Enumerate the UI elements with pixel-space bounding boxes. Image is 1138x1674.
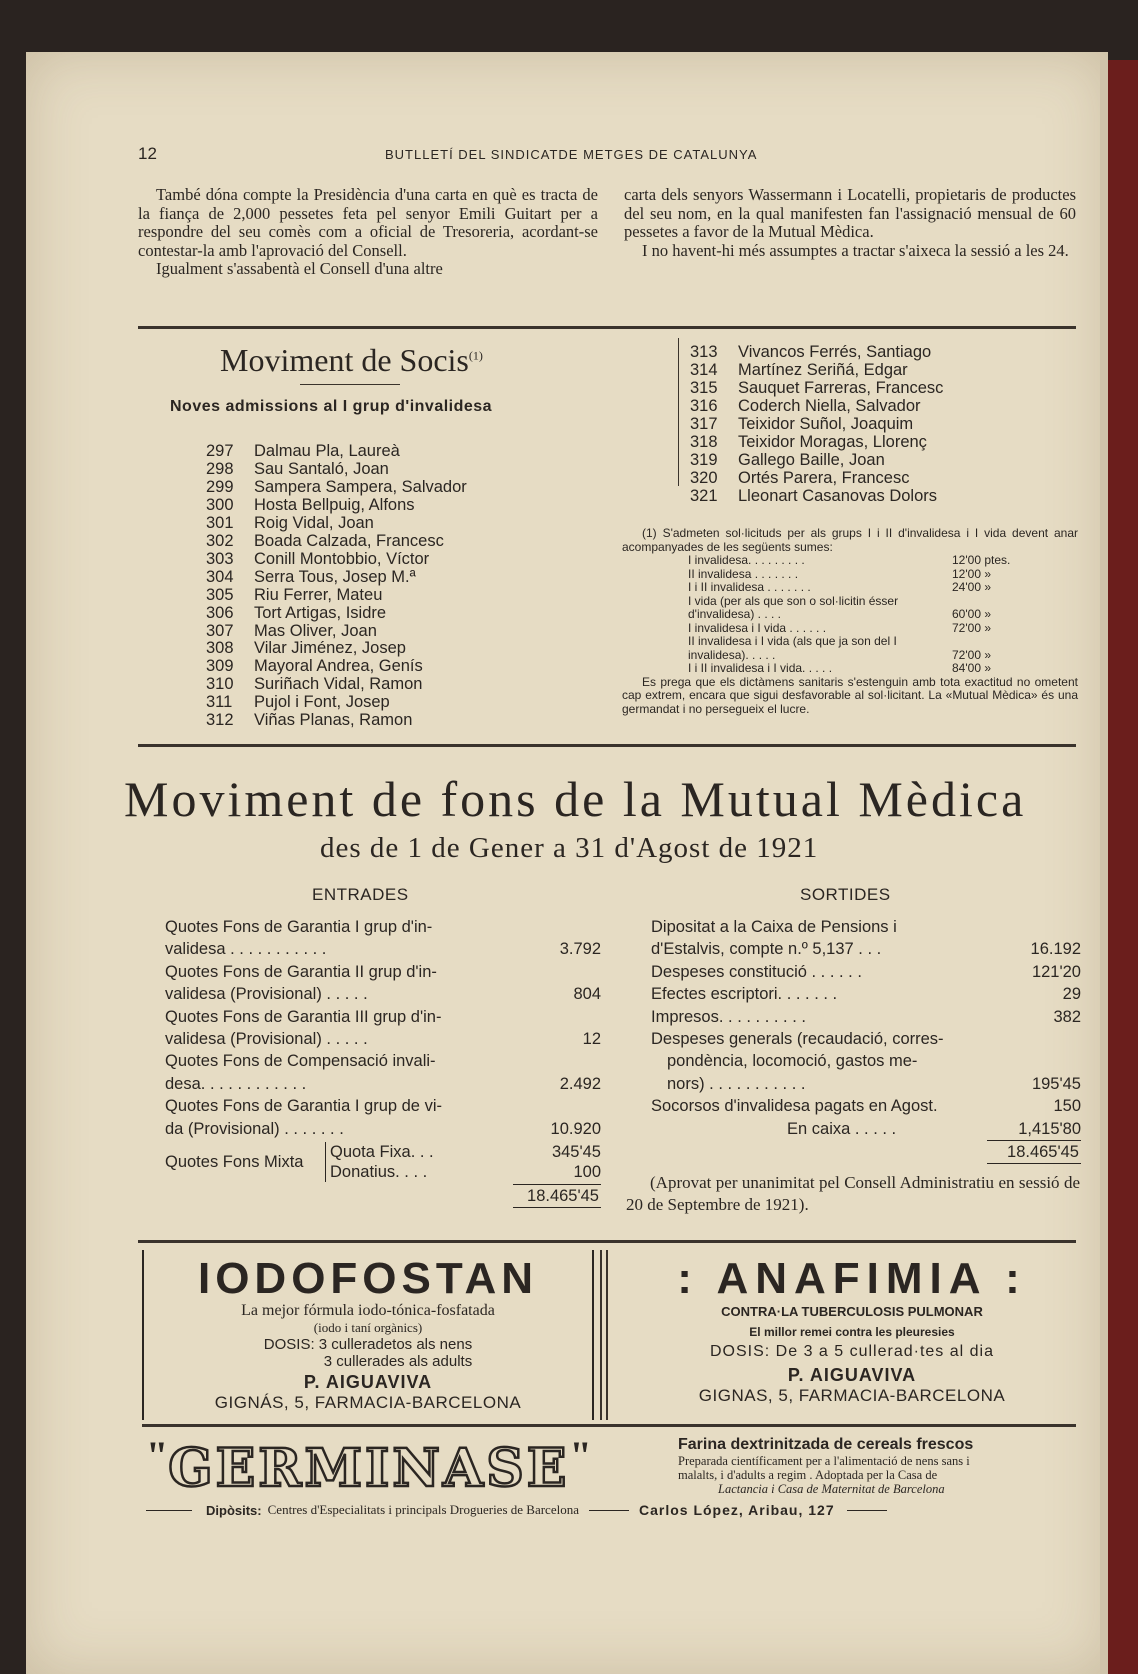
section-rule bbox=[138, 744, 1076, 747]
list-item: 316 Coderch Niella, Salvador bbox=[690, 396, 921, 415]
ad-line: 3 cullerades als adults bbox=[323, 1353, 473, 1370]
list-item: 313 Vivancos Ferrés, Santiago bbox=[690, 343, 932, 361]
ad-line: La mejor fórmula iodo-tónica-fosfatada bbox=[241, 1302, 495, 1319]
section-rule bbox=[138, 1240, 1076, 1243]
book-cover-edge bbox=[1108, 60, 1138, 1674]
ad-address: GIGNÁS, 5, FARMACIA-BARCELONA bbox=[214, 1393, 522, 1412]
ad-line: malalts, i d'adults a regim . Adoptada per la Casa de bbox=[678, 1468, 938, 1482]
list-item: 304 Serra Tous, Josep M.ª bbox=[206, 567, 416, 586]
fee-row: I vida (per als que son o sol·licitin ésser d'invalidesa) . . . . 60'00 » bbox=[688, 593, 991, 621]
list-item: 306 Tort Artigas, Isidre bbox=[206, 603, 387, 622]
intro-paragraph: Igualment s'assabentà el Consell d'una altre bbox=[156, 259, 443, 279]
table-row: Efectes escriptori. . . . . . . 29 bbox=[651, 985, 1081, 1004]
socis-subtitle: Noves admissions al I grup d'invalidesa bbox=[170, 398, 493, 415]
table-row: validesa . . . . . . . . . . . 3.792 bbox=[165, 940, 601, 959]
column-divider bbox=[678, 338, 679, 486]
ad-germinase-logo bbox=[146, 1432, 646, 1504]
list-item: 298 Sau Santaló, Joan bbox=[206, 459, 389, 478]
ad-divider bbox=[606, 1250, 608, 1420]
sortides-table bbox=[651, 916, 1081, 1164]
list-item: 303 Conill Montobbio, Víctor bbox=[206, 549, 430, 568]
list-item: 311 Pujol i Font, Josep bbox=[206, 693, 390, 712]
ad-anafimia-name: : ANAFIMIA : bbox=[677, 1254, 1027, 1303]
fons-title: Moviment de fons de la Mutual Mèdica bbox=[124, 771, 1027, 827]
list-item: 315 Sauquet Farreras, Francesc bbox=[690, 378, 944, 397]
list-item: 320 Ortés Parera, Francesc bbox=[690, 468, 910, 487]
entrades-table bbox=[165, 916, 601, 1208]
table-row: da (Provisional) . . . . . . . 10.920 bbox=[165, 1119, 601, 1138]
table-row: pondència, locomoció, gastos me- bbox=[667, 1052, 918, 1071]
seller: Carlos López, Aribau, 127 bbox=[638, 1502, 835, 1518]
list-item: 299 Sampera Sampera, Salvador bbox=[206, 477, 467, 496]
intro-paragraph: També dóna compte la Presidència d'una carta en què es tracta de la fiança de 2,000 pessetes feta pel senyor Emili Guitart per a respondre del seu comès com a oficial de Tresoreria, acordant-se contestar-la amb l'aprovació del Consell. bbox=[138, 185, 598, 260]
close-quote: " bbox=[569, 1433, 592, 1478]
list-item: 307 Mas Oliver, Joan bbox=[206, 621, 377, 640]
footnote bbox=[622, 527, 1078, 716]
table-row: Quotes Fons de Garantia II grup d'in- bbox=[165, 962, 437, 981]
page-number: 12 bbox=[138, 144, 157, 163]
table-row: Impresos. . . . . . . . . . 382 bbox=[651, 1007, 1081, 1026]
list-item: 308 Vilar Jiménez, Josep bbox=[206, 639, 406, 658]
members-list-left bbox=[206, 443, 467, 730]
table-row: d'Estalvis, compte n.º 5,137 . . . 16.192 bbox=[651, 940, 1081, 959]
table-row: Quotes Fons de Compensació invali- bbox=[165, 1052, 436, 1071]
socis-title: Moviment de Socis$^{(1)}$ bbox=[220, 342, 483, 378]
table-row: nors) . . . . . . . . . . . 195'45 bbox=[667, 1074, 1081, 1093]
members-list-right bbox=[690, 344, 943, 506]
ad-line: Preparada científicament per a l'alimentació de nens sans i bbox=[678, 1454, 970, 1468]
intro-right-column bbox=[624, 186, 1076, 260]
intro-left-column bbox=[138, 186, 598, 279]
entrades-total: 18.465'45 bbox=[513, 1184, 601, 1208]
ad-line: CONTRA·LA TUBERCULOSIS PULMONAR bbox=[721, 1304, 983, 1319]
table-row: Socorsos d'invalidesa pagats en Agost. 150 bbox=[651, 1097, 1081, 1116]
list-item: 301 Roig Vidal, Joan bbox=[206, 513, 374, 532]
ad-germinase-footer bbox=[146, 1502, 1080, 1518]
footnote-intro: (1) S'admeten sol·licituds per als grups I i II d'invalidesa i I vida devent anar acompanyades de les següents sumes: bbox=[622, 526, 1078, 554]
running-title: BUTLLETÍ DEL SINDICATDE METGES DE CATALUNYA bbox=[385, 147, 758, 162]
ad-divider bbox=[600, 1250, 602, 1420]
sortides-total: 18.465'45 bbox=[987, 1140, 1081, 1164]
table-row: Quotes Fons de Garantia III grup d'in- bbox=[165, 1007, 442, 1026]
ad-anafimia bbox=[622, 1250, 1082, 1420]
table-row: Quotes Fons de Garantia I grup d'in- bbox=[165, 918, 433, 936]
list-item: 314 Martínez Seriñá, Edgar bbox=[690, 360, 908, 379]
list-item: 309 Mayoral Andrea, Genís bbox=[206, 657, 423, 676]
intro-paragraph: carta dels senyors Wassermann i Locatelli, propietaris de productes del seu nom, en la qual manifesten fan l'assignació mensual de 60 pessetes a favor de la Mutual Mèdica. bbox=[624, 185, 1076, 242]
section-rule bbox=[138, 326, 1076, 329]
table-row: Quotes Fons de Garantia I grup de vi- bbox=[165, 1097, 442, 1116]
list-item: 297 Dalmau Pla, Laureà bbox=[206, 442, 400, 460]
ad-maker: P. AIGUAVIVA bbox=[303, 1372, 433, 1392]
approval-note: (Aprovat per unanimitat pel Consell Administratiu en sessió de 20 de Septembre de 1921). bbox=[626, 1173, 1080, 1214]
ad-iodofostan bbox=[142, 1250, 594, 1420]
ad-germinase-name: GERMINASE bbox=[168, 1437, 570, 1499]
entrades-header: ENTRADES bbox=[312, 885, 409, 904]
depot-label: Dipòsits: bbox=[206, 1502, 262, 1518]
ad-headline: Farina dextrinitzada de cereals frescos bbox=[678, 1436, 974, 1453]
sortides-header: SORTIDES bbox=[800, 885, 891, 904]
table-row: validesa (Provisional) . . . . . 804 bbox=[165, 985, 601, 1004]
list-item: 321 Lleonart Casanovas Dolors bbox=[690, 486, 938, 505]
list-item: 300 Hosta Bellpuig, Alfons bbox=[206, 495, 415, 514]
list-item: 318 Teixidor Moragas, Llorenç bbox=[690, 432, 927, 451]
fee-row: II invalidesa i I vida (als que ja son del I invalidesa). . . . . 72'00 » bbox=[688, 634, 991, 662]
ad-germinase-text bbox=[678, 1436, 1082, 1496]
table-row: validesa (Provisional) . . . . . 12 bbox=[165, 1030, 601, 1049]
table-row: Despeses generals (recaudació, corres- bbox=[651, 1030, 944, 1049]
ad-line: DOSIS: 3 culleradetos als nens bbox=[263, 1336, 473, 1353]
list-item: 312 Viñas Planas, Ramon bbox=[206, 711, 413, 730]
ad-maker: P. AIGUAVIVA bbox=[787, 1365, 917, 1385]
table-row: Despeses constitució . . . . . . 121'20 bbox=[651, 962, 1081, 981]
fee-row: I invalidesa i I vida . . . . . . 72'00 » bbox=[688, 620, 991, 635]
ad-iodofostan-name: IODOFOSTAN bbox=[197, 1254, 539, 1303]
list-item: 317 Teixidor Suñol, Joaquim bbox=[690, 414, 914, 433]
list-item: 305 Riu Ferrer, Mateu bbox=[206, 585, 383, 604]
mixta-row: Quotes Fons Mixta Quota Fixa. . . 345'45 Donatius. . . . 100 bbox=[165, 1143, 601, 1182]
title-underline bbox=[300, 384, 400, 385]
ad-line: DOSIS: De 3 a 5 cullerad·tes al dia bbox=[709, 1343, 994, 1360]
table-row: Dipositat a la Caixa de Pensions i bbox=[651, 918, 897, 936]
list-item: 319 Gallego Baille, Joan bbox=[690, 450, 885, 469]
open-quote: " bbox=[146, 1433, 169, 1478]
fee-row: II invalidesa . . . . . . . 12'00 » bbox=[688, 566, 991, 581]
footnote-outro: Es prega que els dictàmens sanitaris s'estenguin amb tota exactitud no ometent cap extrem, encara que sigui desfavorable al sol·licitant. La «Mutual Mèdica» és una germandat i no persegueix el lucre. bbox=[622, 674, 1078, 716]
section-rule bbox=[142, 1424, 1076, 1427]
ad-address: GIGNAS, 5, FARMACIA-BARCELONA bbox=[698, 1386, 1006, 1405]
list-item: 310 Suriñach Vidal, Ramon bbox=[206, 675, 423, 694]
fee-row: I i II invalidesa . . . . . . . 24'00 » bbox=[688, 580, 991, 594]
fee-row: I i II invalidesa i I vida. . . . . 84'00 » bbox=[688, 661, 991, 675]
table-row: desa. . . . . . . . . . . . 2.492 bbox=[165, 1074, 601, 1093]
ad-line: (iodo i taní orgànics) bbox=[313, 1320, 423, 1335]
ad-line: Lactancia i Casa de Maternitat de Barcelona bbox=[718, 1482, 945, 1496]
fee-row: I invalidesa. . . . . . . . . 12'00 ptes. bbox=[688, 553, 1011, 567]
depot-text: Centres d'Especialitats i principals Drogueries de Barcelona bbox=[267, 1502, 579, 1517]
list-item: 302 Boada Calzada, Francesc bbox=[206, 531, 444, 550]
intro-paragraph: I no havent-hi més assumptes a tractar s'aixeca la sessió a les 24. bbox=[642, 240, 1069, 260]
fons-subtitle: des de 1 de Gener a 31 d'Agost de 1921 bbox=[320, 832, 819, 864]
footnote-mark: (1) bbox=[468, 348, 483, 363]
ad-line: El millor remei contra les pleuresies bbox=[749, 1325, 955, 1339]
table-row: En caixa . . . . . 1,415'80 bbox=[787, 1119, 1081, 1138]
